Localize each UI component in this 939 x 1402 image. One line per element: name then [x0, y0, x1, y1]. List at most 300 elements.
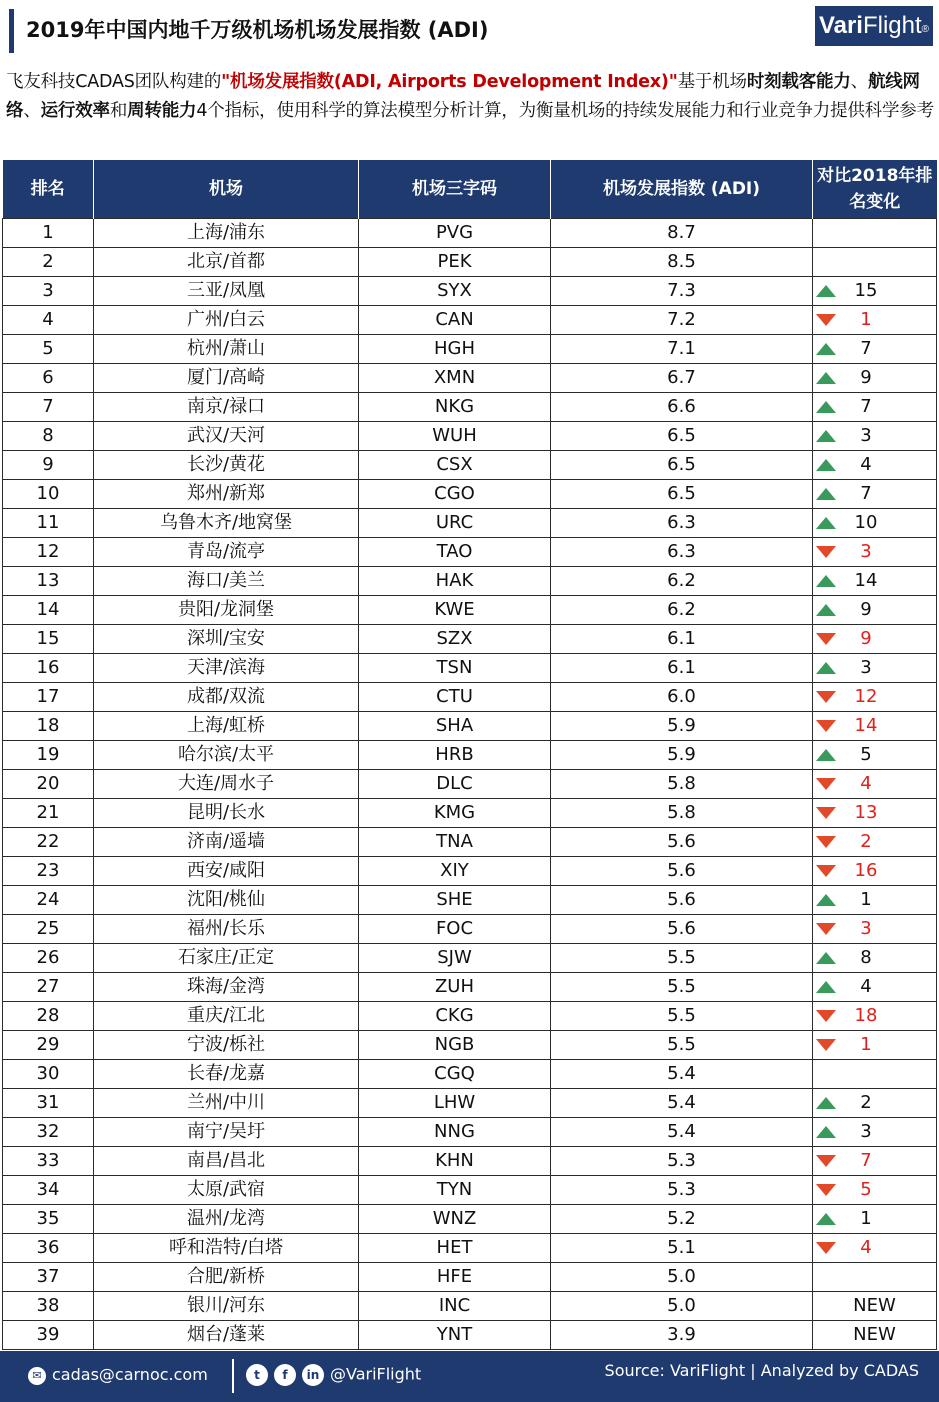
rank-change-cell	[813, 1089, 937, 1118]
table-row	[3, 306, 937, 335]
table-row	[3, 944, 937, 973]
rank-change-cell	[813, 335, 937, 364]
header-adi: 机场发展指数 (ADI)	[551, 160, 813, 219]
airport-cell: 武汉/天河	[94, 422, 359, 451]
rank-change-value: 15	[854, 280, 878, 301]
code-cell: XIY	[359, 857, 551, 886]
adi-cell: 6.1	[551, 625, 813, 654]
rank-change-cell	[813, 451, 937, 480]
rank-up-icon	[816, 1097, 836, 1109]
rank-cell: 12	[3, 538, 94, 567]
rank-change-cell	[813, 509, 937, 538]
adi-cell: 5.4	[551, 1089, 813, 1118]
rank-change-value: 2	[860, 831, 872, 852]
rank-change-value: 4	[860, 454, 872, 475]
airport-cell: 长沙/黄花	[94, 451, 359, 480]
rank-down-icon	[816, 633, 836, 645]
rank-cell: 16	[3, 654, 94, 683]
rank-cell: 18	[3, 712, 94, 741]
adi-cell: 8.7	[551, 219, 813, 248]
header-airport: 机场	[94, 160, 359, 219]
rank-change-value: 7	[860, 1150, 872, 1171]
airport-cell: 重庆/江北	[94, 1002, 359, 1031]
rank-down-icon	[816, 1184, 836, 1196]
rank-change-value: 4	[860, 773, 872, 794]
email-icon: ✉	[28, 1367, 46, 1385]
rank-cell: 39	[3, 1321, 94, 1350]
adi-ranking-table	[2, 160, 937, 1350]
rank-cell: 30	[3, 1060, 94, 1089]
airport-cell: 青岛/流亭	[94, 538, 359, 567]
rank-cell: 14	[3, 596, 94, 625]
adi-cell: 5.5	[551, 973, 813, 1002]
table-row	[3, 857, 937, 886]
code-cell: TNA	[359, 828, 551, 857]
adi-cell: 3.9	[551, 1321, 813, 1350]
table-row	[3, 219, 937, 248]
airport-cell: 西安/咸阳	[94, 857, 359, 886]
rank-cell: 7	[3, 393, 94, 422]
adi-cell: 6.0	[551, 683, 813, 712]
code-cell: CGO	[359, 480, 551, 509]
rank-cell: 21	[3, 799, 94, 828]
rank-cell: 37	[3, 1263, 94, 1292]
airport-cell: 合肥/新桥	[94, 1263, 359, 1292]
code-cell: CTU	[359, 683, 551, 712]
airport-cell: 天津/滨海	[94, 654, 359, 683]
rank-change-cell	[813, 915, 937, 944]
rank-up-icon	[816, 285, 836, 297]
airport-cell: 北京/首都	[94, 248, 359, 277]
rank-down-icon	[816, 923, 836, 935]
table-row	[3, 1176, 937, 1205]
rank-change-cell	[813, 1031, 937, 1060]
intro-paragraph: 飞友科技CADAS团队构建的"机场发展指数(ADI, Airports Development Index)"基于机场时刻载客能力、航线网络、运行效率和周转能力4个指标，使用科学的算法模型分析计算，为衡量机场的持续发展能力和行业竞争力提供科学参考	[6, 72, 934, 121]
rank-cell: 11	[3, 509, 94, 538]
rank-change-cell	[813, 1205, 937, 1234]
footer-source: Source: VariFlight | Analyzed by CADAS	[604, 1361, 919, 1380]
rank-cell: 2	[3, 248, 94, 277]
rank-cell: 33	[3, 1147, 94, 1176]
airport-cell: 上海/浦东	[94, 219, 359, 248]
table-row	[3, 1002, 937, 1031]
rank-cell: 3	[3, 277, 94, 306]
rank-up-icon	[816, 401, 836, 413]
code-cell: TYN	[359, 1176, 551, 1205]
rank-up-icon	[816, 1213, 836, 1225]
linkedin-icon: in	[302, 1364, 324, 1386]
airport-cell: 杭州/萧山	[94, 335, 359, 364]
adi-cell: 8.5	[551, 248, 813, 277]
page-header	[0, 0, 939, 62]
rank-down-icon	[816, 546, 836, 558]
airport-cell: 成都/双流	[94, 683, 359, 712]
rank-change-cell	[813, 741, 937, 770]
airport-cell: 石家庄/正定	[94, 944, 359, 973]
rank-change-cell	[813, 480, 937, 509]
rank-change-value: 3	[860, 657, 872, 678]
adi-cell: 5.9	[551, 741, 813, 770]
rank-change-value: 5	[860, 1179, 872, 1200]
rank-change-value: 14	[854, 570, 878, 591]
airport-cell: 兰州/中川	[94, 1089, 359, 1118]
rank-change-value: 3	[860, 1121, 872, 1142]
rank-down-icon	[816, 1242, 836, 1254]
rank-change-cell	[813, 248, 937, 277]
rank-down-icon	[816, 778, 836, 790]
adi-cell: 5.1	[551, 1234, 813, 1263]
airport-cell: 南宁/吴圩	[94, 1118, 359, 1147]
rank-change-value: 3	[860, 918, 872, 939]
code-cell: KWE	[359, 596, 551, 625]
rank-cell: 29	[3, 1031, 94, 1060]
code-cell: HGH	[359, 335, 551, 364]
twitter-icon: t	[246, 1364, 268, 1386]
rank-change-cell	[813, 1263, 937, 1292]
airport-cell: 济南/遥墙	[94, 828, 359, 857]
rank-change-value: 7	[860, 483, 872, 504]
airport-cell: 南京/禄口	[94, 393, 359, 422]
code-cell: HET	[359, 1234, 551, 1263]
code-cell: WNZ	[359, 1205, 551, 1234]
rank-change-cell	[813, 973, 937, 1002]
code-cell: NNG	[359, 1118, 551, 1147]
rank-change-cell	[813, 1176, 937, 1205]
code-cell: CAN	[359, 306, 551, 335]
rank-cell: 4	[3, 306, 94, 335]
adi-cell: 5.4	[551, 1118, 813, 1147]
code-cell: PEK	[359, 248, 551, 277]
adi-cell: 5.3	[551, 1147, 813, 1176]
rank-cell: 15	[3, 625, 94, 654]
code-cell: DLC	[359, 770, 551, 799]
table-row	[3, 1205, 937, 1234]
rank-cell: 23	[3, 857, 94, 886]
table-row	[3, 1089, 937, 1118]
rank-cell: 8	[3, 422, 94, 451]
rank-cell: 26	[3, 944, 94, 973]
header-rank-change: 对比2018年排名变化	[813, 160, 937, 219]
table-row	[3, 741, 937, 770]
rank-change-cell	[813, 828, 937, 857]
rank-change-value: 7	[860, 396, 872, 417]
rank-change-cell	[813, 944, 937, 973]
airport-cell: 海口/美兰	[94, 567, 359, 596]
footer-divider	[232, 1359, 234, 1393]
adi-cell: 5.5	[551, 944, 813, 973]
code-cell: CSX	[359, 451, 551, 480]
airport-cell: 昆明/长水	[94, 799, 359, 828]
rank-change-cell	[813, 306, 937, 335]
table-header-row	[3, 160, 937, 219]
code-cell: INC	[359, 1292, 551, 1321]
adi-cell: 5.6	[551, 857, 813, 886]
table-row	[3, 277, 937, 306]
rank-cell: 13	[3, 567, 94, 596]
table-row	[3, 393, 937, 422]
rank-change-value: 16	[854, 860, 878, 881]
code-cell: KMG	[359, 799, 551, 828]
airport-cell: 呼和浩特/白塔	[94, 1234, 359, 1263]
airport-cell: 太原/武宿	[94, 1176, 359, 1205]
new-entry-label: NEW	[853, 1324, 896, 1345]
title-accent-bar	[9, 9, 14, 53]
rank-change-value: 13	[854, 802, 878, 823]
adi-cell: 7.2	[551, 306, 813, 335]
adi-cell: 6.1	[551, 654, 813, 683]
rank-cell: 38	[3, 1292, 94, 1321]
rank-down-icon	[816, 807, 836, 819]
table-row	[3, 915, 937, 944]
rank-change-cell	[813, 1147, 937, 1176]
table-row	[3, 422, 937, 451]
rank-change-value: 5	[860, 744, 872, 765]
rank-cell: 34	[3, 1176, 94, 1205]
adi-cell: 5.6	[551, 886, 813, 915]
code-cell: WUH	[359, 422, 551, 451]
adi-cell: 5.4	[551, 1060, 813, 1089]
airport-cell: 珠海/金湾	[94, 973, 359, 1002]
code-cell: SJW	[359, 944, 551, 973]
table-row	[3, 596, 937, 625]
table-row	[3, 335, 937, 364]
rank-change-cell	[813, 857, 937, 886]
code-cell: NGB	[359, 1031, 551, 1060]
adi-cell: 5.9	[551, 712, 813, 741]
table-row	[3, 1321, 937, 1350]
rank-change-cell	[813, 567, 937, 596]
rank-up-icon	[816, 604, 836, 616]
rank-up-icon	[816, 952, 836, 964]
rank-change-value: 9	[860, 628, 872, 649]
airport-cell: 宁波/栎社	[94, 1031, 359, 1060]
rank-up-icon	[816, 662, 836, 674]
rank-down-icon	[816, 1155, 836, 1167]
adi-cell: 6.5	[551, 451, 813, 480]
rank-cell: 20	[3, 770, 94, 799]
adi-cell: 7.3	[551, 277, 813, 306]
table-row	[3, 625, 937, 654]
adi-cell: 6.6	[551, 393, 813, 422]
rank-up-icon	[816, 575, 836, 587]
rank-up-icon	[816, 343, 836, 355]
table-row	[3, 1234, 937, 1263]
rank-change-cell	[813, 1002, 937, 1031]
header-rank: 排名	[3, 160, 94, 219]
rank-change-cell	[813, 538, 937, 567]
code-cell: SHE	[359, 886, 551, 915]
adi-cell: 6.2	[551, 596, 813, 625]
rank-cell: 25	[3, 915, 94, 944]
rank-cell: 17	[3, 683, 94, 712]
rank-change-value: 12	[854, 686, 878, 707]
rank-change-cell	[813, 364, 937, 393]
airport-cell: 沈阳/桃仙	[94, 886, 359, 915]
code-cell: HRB	[359, 741, 551, 770]
rank-change-cell	[813, 712, 937, 741]
airport-cell: 哈尔滨/太平	[94, 741, 359, 770]
rank-down-icon	[816, 314, 836, 326]
code-cell: URC	[359, 509, 551, 538]
rank-change-cell	[813, 1321, 937, 1350]
table-row	[3, 712, 937, 741]
rank-change-cell	[813, 770, 937, 799]
rank-cell: 24	[3, 886, 94, 915]
code-cell: LHW	[359, 1089, 551, 1118]
rank-change-cell	[813, 1060, 937, 1089]
adi-cell: 6.3	[551, 538, 813, 567]
rank-change-cell	[813, 277, 937, 306]
adi-cell: 5.8	[551, 770, 813, 799]
rank-change-value: 9	[860, 367, 872, 388]
adi-cell: 5.2	[551, 1205, 813, 1234]
rank-down-icon	[816, 1010, 836, 1022]
rank-change-value: 4	[860, 976, 872, 997]
airport-cell: 深圳/宝安	[94, 625, 359, 654]
rank-down-icon	[816, 836, 836, 848]
table-row	[3, 1292, 937, 1321]
code-cell: NKG	[359, 393, 551, 422]
code-cell: PVG	[359, 219, 551, 248]
rank-change-value: 10	[854, 512, 878, 533]
airport-cell: 三亚/凤凰	[94, 277, 359, 306]
rank-change-value: 2	[860, 1092, 872, 1113]
rank-change-cell	[813, 422, 937, 451]
adi-cell: 6.3	[551, 509, 813, 538]
airport-cell: 贵阳/龙洞堡	[94, 596, 359, 625]
rank-cell: 19	[3, 741, 94, 770]
rank-up-icon	[816, 981, 836, 993]
code-cell: CGQ	[359, 1060, 551, 1089]
adi-cell: 6.5	[551, 480, 813, 509]
code-cell: ZUH	[359, 973, 551, 1002]
rank-change-cell	[813, 654, 937, 683]
code-cell: SHA	[359, 712, 551, 741]
adi-cell: 6.7	[551, 364, 813, 393]
rank-cell: 32	[3, 1118, 94, 1147]
adi-cell: 5.6	[551, 915, 813, 944]
adi-cell: 5.0	[551, 1292, 813, 1321]
airport-cell: 长春/龙嘉	[94, 1060, 359, 1089]
rank-up-icon	[816, 894, 836, 906]
airport-cell: 银川/河东	[94, 1292, 359, 1321]
rank-change-cell	[813, 219, 937, 248]
rank-down-icon	[816, 691, 836, 703]
rank-cell: 28	[3, 1002, 94, 1031]
airport-cell: 郑州/新郑	[94, 480, 359, 509]
rank-cell: 27	[3, 973, 94, 1002]
rank-cell: 36	[3, 1234, 94, 1263]
airport-cell: 烟台/蓬莱	[94, 1321, 359, 1350]
rank-change-value: 8	[860, 947, 872, 968]
airport-cell: 上海/虹桥	[94, 712, 359, 741]
adi-cell: 5.0	[551, 1263, 813, 1292]
rank-change-value: 3	[860, 425, 872, 446]
rank-cell: 22	[3, 828, 94, 857]
adi-cell: 5.8	[551, 799, 813, 828]
rank-change-value: 4	[860, 1237, 872, 1258]
table-row	[3, 1147, 937, 1176]
rank-up-icon	[816, 459, 836, 471]
table-row	[3, 799, 937, 828]
table-row	[3, 509, 937, 538]
header-code: 机场三字码	[359, 160, 551, 219]
rank-change-value: 7	[860, 338, 872, 359]
table-row	[3, 1060, 937, 1089]
table-row	[3, 654, 937, 683]
rank-cell: 9	[3, 451, 94, 480]
table-row	[3, 886, 937, 915]
table-row	[3, 364, 937, 393]
new-entry-label: NEW	[853, 1295, 896, 1316]
rank-cell: 35	[3, 1205, 94, 1234]
airport-cell: 福州/长乐	[94, 915, 359, 944]
facebook-icon: f	[274, 1364, 296, 1386]
rank-change-cell	[813, 393, 937, 422]
rank-cell: 5	[3, 335, 94, 364]
table-row	[3, 480, 937, 509]
rank-change-value: 18	[854, 1005, 878, 1026]
code-cell: HAK	[359, 567, 551, 596]
adi-cell: 5.5	[551, 1002, 813, 1031]
table-row	[3, 828, 937, 857]
table-row	[3, 1118, 937, 1147]
adi-highlight: "机场发展指数(ADI, Airports Development Index)"	[221, 72, 678, 92]
airport-cell: 乌鲁木齐/地窝堡	[94, 509, 359, 538]
table-row	[3, 683, 937, 712]
table-row	[3, 248, 937, 277]
rank-change-cell	[813, 1292, 937, 1321]
code-cell: SYX	[359, 277, 551, 306]
code-cell: SZX	[359, 625, 551, 654]
rank-cell: 31	[3, 1089, 94, 1118]
rank-change-value: 1	[860, 889, 872, 910]
table-row	[3, 770, 937, 799]
rank-up-icon	[816, 517, 836, 529]
rank-cell: 6	[3, 364, 94, 393]
table-row	[3, 567, 937, 596]
table-row	[3, 538, 937, 567]
airport-cell: 广州/白云	[94, 306, 359, 335]
footer-social: t f in @VariFlight	[246, 1364, 421, 1386]
rank-change-value: 1	[860, 1034, 872, 1055]
rank-change-cell	[813, 683, 937, 712]
footer-email: ✉ cadas@carnoc.com	[28, 1365, 208, 1385]
adi-cell: 6.2	[551, 567, 813, 596]
rank-down-icon	[816, 1039, 836, 1051]
table-row	[3, 973, 937, 1002]
rank-cell: 10	[3, 480, 94, 509]
table-row	[3, 451, 937, 480]
rank-change-value: 9	[860, 599, 872, 620]
rank-down-icon	[816, 720, 836, 732]
rank-up-icon	[816, 749, 836, 761]
adi-cell: 5.6	[551, 828, 813, 857]
page-title: 2019年中国内地千万级机场机场发展指数 (ADI)	[26, 18, 489, 42]
rank-change-cell	[813, 1234, 937, 1263]
rank-up-icon	[816, 372, 836, 384]
rank-change-cell	[813, 799, 937, 828]
adi-cell: 5.3	[551, 1176, 813, 1205]
code-cell: CKG	[359, 1002, 551, 1031]
code-cell: FOC	[359, 915, 551, 944]
code-cell: TSN	[359, 654, 551, 683]
rank-change-cell	[813, 596, 937, 625]
rank-change-value: 3	[860, 541, 872, 562]
airport-cell: 温州/龙湾	[94, 1205, 359, 1234]
table-row	[3, 1031, 937, 1060]
adi-cell: 5.5	[551, 1031, 813, 1060]
